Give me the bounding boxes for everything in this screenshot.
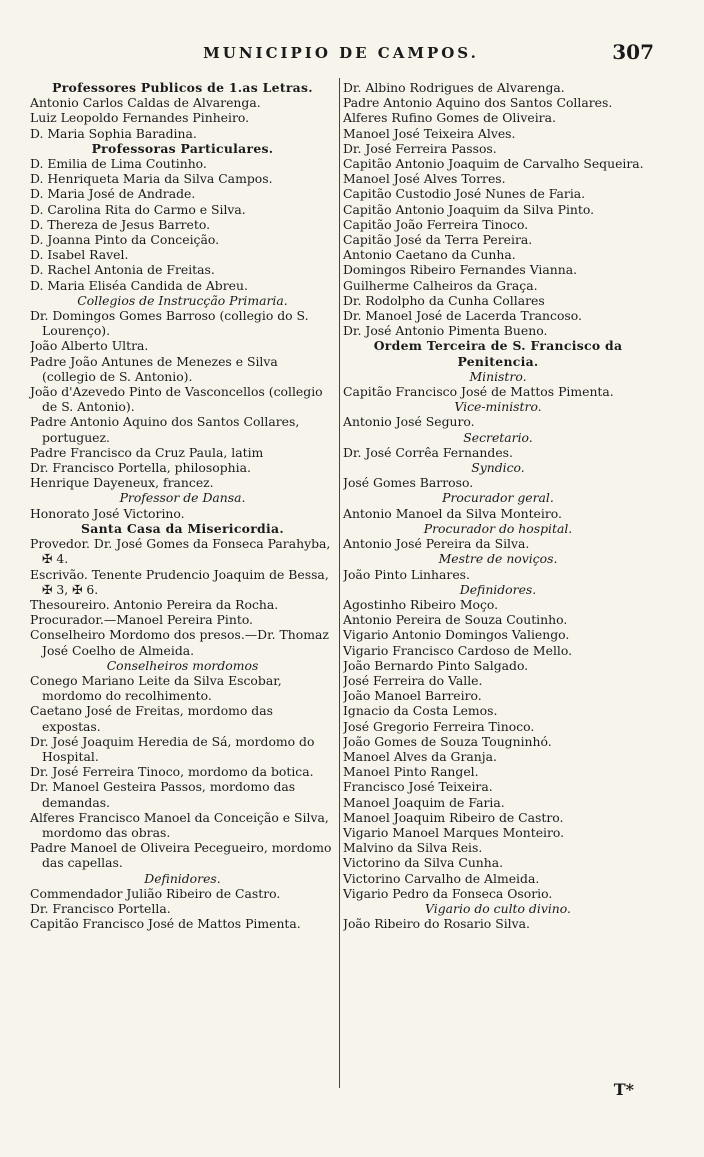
list-item: Padre Francisco da Cruz Paula, latim [30, 444, 264, 460]
list-item: D. Henriqueta Maria da Silva Campos. [30, 171, 273, 187]
list-item: Vigario Francisco Cardoso de Mello. [343, 642, 573, 658]
left-column [30, 80, 335, 931]
section-subheading: Ministro. [469, 368, 527, 384]
section-heading: Professores Publicos de 1.as Letras. [52, 80, 313, 95]
section-subheading: Mestre de noviços. [438, 551, 558, 567]
list-item: Vigario Manoel Marques Monteiro. [343, 824, 565, 840]
list-item: Antonio Manoel da Silva Monteiro. [343, 505, 562, 521]
section-subheading: Definidores. [459, 581, 537, 597]
list-item: Dr. José Ferreira Tinoco, mordomo da botica. [30, 764, 314, 780]
list-item: Caetano José de Freitas, mordomo das expostas. [30, 703, 273, 734]
list-item: Capitão João Ferreira Tinoco. [343, 216, 529, 232]
list-item: Victorino da Silva Cunha. [343, 855, 504, 871]
list-item: Dr. José Corrêa Fernandes. [343, 444, 513, 460]
list-item: Henrique Dayeneux, francez. [30, 475, 214, 491]
list-item: Dr. Manoel José de Lacerda Trancoso. [343, 308, 582, 324]
section-subheading: Procurador do hospital. [423, 520, 573, 536]
section-subheading: Vigario do culto divino. [425, 900, 571, 916]
section-subheading: Collegios de Instrucção Primaria. [77, 292, 288, 308]
list-item: Antonio Carlos Caldas de Alvarenga. [30, 95, 261, 111]
list-item: D. Maria José de Andrade. [30, 186, 196, 202]
list-item: Vigario Antonio Domingos Valiengo. [343, 627, 570, 643]
list-item: João Pinto Linhares. [343, 566, 470, 582]
section-subheading: Procurador geral. [442, 490, 554, 506]
list-item: Honorato José Victorino. [30, 505, 185, 521]
list-item: D. Emilia de Lima Coutinho. [30, 156, 207, 172]
list-item: D. Rachel Antonia de Freitas. [30, 262, 215, 278]
list-item: Conego Mariano Leite da Silva Escobar, mordomo do recolhimento. [30, 672, 282, 704]
list-item: Domingos Ribeiro Fernandes Vianna. [343, 262, 578, 278]
list-item: Victorino Carvalho de Almeida. [343, 870, 540, 886]
list-item: Padre Antonio Aquino dos Santos Collares. [343, 95, 613, 111]
list-item: Antonio Caetano da Cunha. [343, 247, 516, 263]
list-item: Antonio Pereira de Souza Coutinho. [343, 612, 568, 628]
list-item: D. Isabel Ravel. [30, 247, 129, 263]
list-item: Padre Antonio Aquino dos Santos Collares, portuguez. [30, 414, 300, 445]
list-item: João Alberto Ultra. [30, 338, 149, 354]
list-item: Dr. José Antonio Pimenta Bueno. [343, 323, 548, 339]
list-item: Capitão Antonio Joaquim de Carvalho Sequeira. [343, 156, 644, 172]
list-item: José Gomes Barroso. [343, 475, 474, 491]
section-subheading: Secretario. [463, 429, 533, 445]
list-item: Capitão José da Terra Pereira. [343, 232, 533, 248]
list-item: Manoel Joaquim de Faria. [343, 794, 505, 810]
list-item: Luiz Leopoldo Fernandes Pinheiro. [30, 110, 250, 126]
list-item: Dr. José Joaquim Heredia de Sá, mordomo do Hospital. [30, 733, 315, 764]
list-item: Francisco José Teixeira. [343, 779, 493, 795]
list-item: Antonio José Pereira da Silva. [343, 536, 530, 552]
list-item: D. Thereza de Jesus Barreto. [30, 216, 211, 232]
section-subheading: Vice-ministro. [454, 399, 542, 415]
list-item: D. Joanna Pinto da Conceição. [30, 232, 220, 248]
list-item: Alferes Rufino Gomes de Oliveira. [343, 110, 556, 126]
section-subheading: Definidores. [144, 870, 221, 886]
list-item: Dr. José Ferreira Passos. [343, 140, 497, 156]
list-item: D. Maria Eliséa Candida de Abreu. [30, 277, 248, 293]
signature-mark: T* [613, 1080, 634, 1099]
page-number: 307 [612, 40, 654, 64]
list-item: João Gomes de Souza Tougninhó. [343, 733, 552, 749]
list-item: Commendador Julião Ribeiro de Castro. [30, 885, 281, 901]
section-heading: Professoras Particulares. [91, 140, 274, 156]
list-item: Antonio José Seguro. [343, 414, 475, 430]
list-item: Procurador.—Manoel Pereira Pinto. [30, 612, 253, 628]
section-subheading: Syndico. [471, 460, 525, 476]
list-item: João Bernardo Pinto Salgado. [343, 657, 529, 673]
list-item: Ignacio da Costa Lemos. [343, 703, 498, 719]
list-item: João Ribeiro do Rosario Silva. [343, 916, 530, 932]
list-item: Conselheiro Mordomo dos presos.—Dr. Thomaz José Coelho de Almeida. [30, 627, 329, 658]
list-item: Padre João Antunes de Menezes e Silva (collegio de S. Antonio). [30, 353, 278, 384]
list-item: Alferes Francisco Manoel da Conceição e Silva, mordomo das obras. [30, 809, 329, 840]
list-item: Dr. Francisco Portella, philosophia. [30, 460, 251, 476]
list-item: Malvino da Silva Reis. [343, 840, 483, 856]
list-item: José Ferreira do Valle. [343, 672, 483, 688]
list-item: José Gregorio Ferreira Tinoco. [343, 718, 535, 734]
list-item: Escrivão. Tenente Prudencio Joaquim de Bessa, ✠ 3, ✠ 6. [30, 566, 329, 597]
page-header [28, 40, 654, 70]
list-item: Dr. Rodolpho da Cunha Collares [343, 292, 545, 308]
list-item: João d'Azevedo Pinto de Vasconcellos (collegio de S. Antonio). [30, 384, 323, 415]
section-heading: Ordem Terceira de S. Francisco da Penitencia. [373, 338, 623, 369]
list-item: Capitão Francisco José de Mattos Pimenta. [343, 384, 614, 400]
list-item: D. Maria Sophia Baradina. [30, 125, 197, 141]
list-item: Capitão Antonio Joaquim da Silva Pinto. [343, 201, 595, 217]
list-item: Padre Manoel de Oliveira Pecegueiro, mordomo das capellas. [30, 840, 332, 871]
section-subheading: Professor de Dansa. [119, 490, 246, 506]
list-item: Dr. Francisco Portella. [30, 900, 171, 916]
list-item: Manoel Joaquim Ribeiro de Castro. [343, 809, 564, 825]
list-item: Vigario Pedro da Fonseca Osorio. [343, 885, 553, 901]
right-column [343, 80, 653, 931]
list-item: Capitão Custodio José Nunes de Faria. [343, 186, 586, 202]
list-item: Dr. Albino Rodrigues de Alvarenga. [343, 80, 565, 95]
list-item: Thesoureiro. Antonio Pereira da Rocha. [30, 596, 279, 612]
running-head: MUNICIPIO DE CAMPOS. [203, 44, 479, 62]
list-item: Dr. Domingos Gomes Barroso (collegio do S. Lourenço). [30, 308, 309, 339]
section-heading: Santa Casa da Misericordia. [81, 520, 284, 536]
list-item: Manoel Pinto Rangel. [343, 764, 479, 780]
list-item: D. Carolina Rita do Carmo e Silva. [30, 201, 246, 217]
list-item: Manoel José Teixeira Alves. [343, 125, 516, 141]
list-item: Provedor. Dr. José Gomes da Fonseca Parahyba, ✠ 4. [30, 536, 331, 567]
list-item: João Manoel Barreiro. [343, 688, 482, 704]
section-subheading: Conselheiros mordomos [106, 657, 259, 673]
list-item: Agostinho Ribeiro Moço. [343, 596, 499, 612]
list-item: Manoel Alves da Granja. [343, 748, 497, 764]
column-divider [339, 78, 340, 1088]
list-item: Guilherme Calheiros da Graça. [343, 277, 538, 293]
list-item: Capitão Francisco José de Mattos Pimenta. [30, 916, 301, 932]
list-item: Manoel José Alves Torres. [343, 171, 506, 187]
list-item: Dr. Manoel Gesteira Passos, mordomo das demandas. [30, 779, 296, 810]
